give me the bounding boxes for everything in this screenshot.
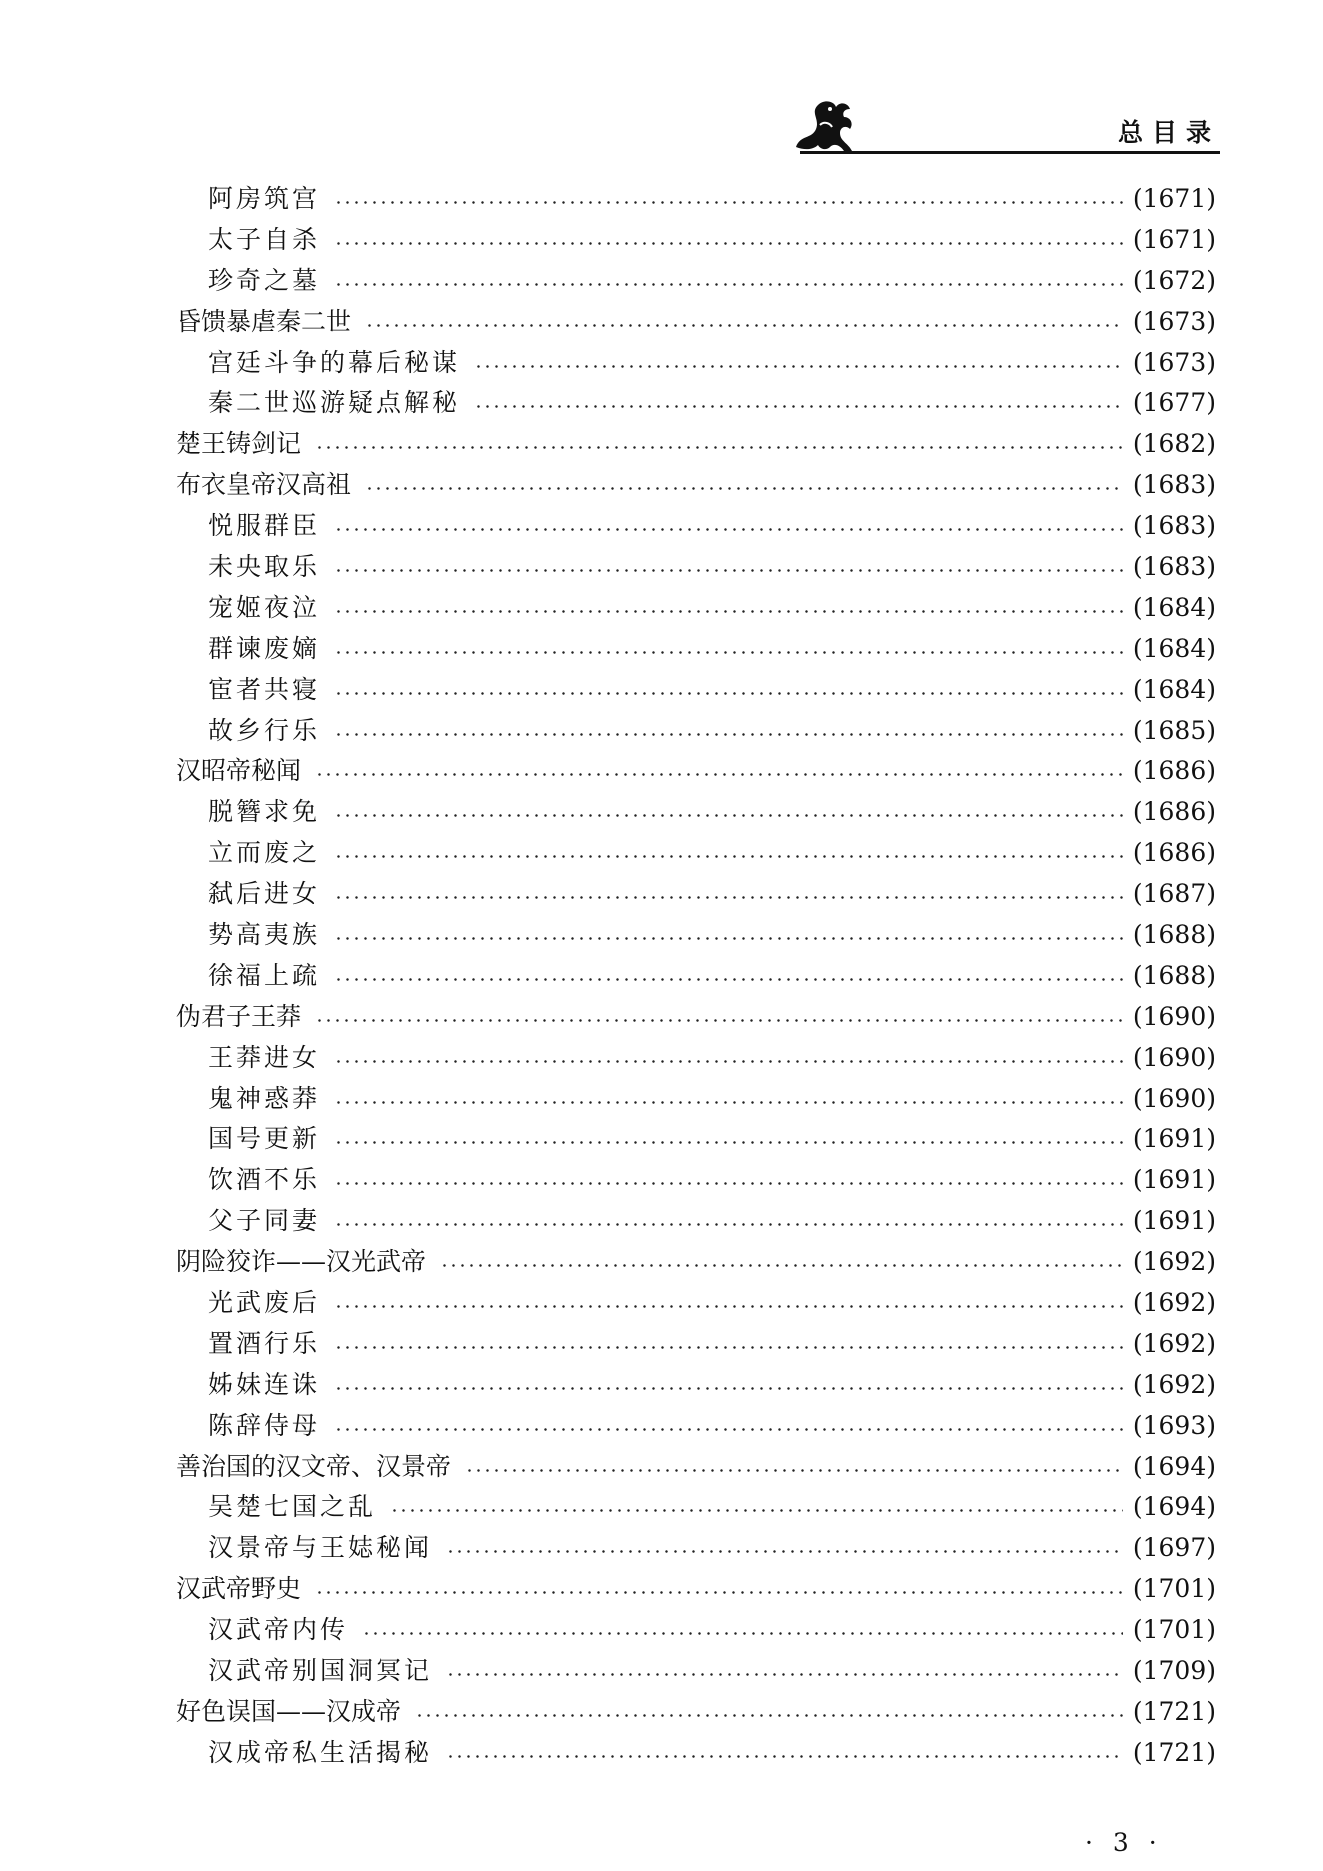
- toc-entry: [176, 750, 1216, 791]
- toc-entry-page: (1701): [1132, 1574, 1216, 1604]
- toc-entry-title: 阴险狡诈——汉光武帝: [176, 1247, 427, 1277]
- dot-leader: [334, 1182, 1123, 1185]
- toc-entry-page: (1694): [1132, 1451, 1216, 1481]
- toc-entry-title: 徐福上疏: [208, 960, 321, 990]
- toc-entry: [176, 1118, 1216, 1159]
- dot-leader: [315, 1591, 1123, 1594]
- dot-leader: [465, 1469, 1123, 1472]
- toc-entry-page: (1692): [1132, 1287, 1216, 1317]
- dot-leader: [334, 283, 1123, 286]
- toc-entry-page: (1692): [1132, 1369, 1216, 1399]
- toc-entry-page: (1690): [1132, 1042, 1216, 1072]
- toc-entry: [176, 505, 1216, 546]
- dot-leader: [365, 487, 1123, 490]
- dot-leader: [334, 1428, 1123, 1431]
- dot-leader: [446, 1550, 1123, 1553]
- dot-leader: [334, 651, 1123, 654]
- dot-leader: [362, 1632, 1123, 1635]
- dot-leader: [334, 896, 1123, 899]
- toc-entry-page: (1687): [1132, 879, 1216, 909]
- toc-entry-page: (1691): [1132, 1206, 1216, 1236]
- toc-entry-title: 宦者共寝: [208, 674, 321, 704]
- toc-entry-page: (1709): [1132, 1656, 1216, 1685]
- dot-leader: [334, 1141, 1123, 1144]
- toc-entry-title: 故乡行乐: [208, 715, 321, 745]
- toc-entry-title: 立而废之: [208, 838, 321, 868]
- dot-leader: [334, 1101, 1123, 1104]
- toc-entry-page: (1684): [1132, 633, 1216, 663]
- toc-entry-title: 宠姬夜泣: [208, 592, 321, 622]
- toc-entry: [176, 1200, 1216, 1241]
- toc-entry-page: (1721): [1132, 1737, 1216, 1767]
- toc-entry: [176, 1691, 1216, 1732]
- dot-leader: [474, 365, 1123, 368]
- toc-entry-page: (1673): [1132, 306, 1216, 336]
- toc-entry-page: (1671): [1132, 183, 1216, 213]
- table-of-contents: [176, 178, 1216, 1773]
- toc-entry: [176, 1078, 1216, 1119]
- toc-entry-page: (1690): [1132, 1001, 1216, 1031]
- toc-entry-page: (1721): [1132, 1696, 1216, 1726]
- toc-entry-title: 光武废后: [208, 1287, 321, 1317]
- toc-entry: [176, 996, 1216, 1037]
- toc-entry-page: (1691): [1132, 1165, 1216, 1195]
- toc-entry: [176, 1282, 1216, 1323]
- toc-entry-page: (1692): [1132, 1328, 1216, 1358]
- toc-entry: [176, 1609, 1216, 1650]
- toc-entry: [176, 342, 1216, 383]
- toc-entry-page: (1691): [1132, 1124, 1216, 1154]
- toc-entry: [176, 955, 1216, 996]
- toc-entry-title: 楚王铸剑记: [176, 429, 302, 459]
- toc-entry-page: (1683): [1132, 551, 1216, 581]
- toc-entry-page: (1683): [1132, 511, 1216, 541]
- toc-entry-title: 王莽进女: [208, 1042, 321, 1072]
- toc-entry-title: 珍奇之墓: [208, 265, 321, 295]
- toc-entry: [176, 1364, 1216, 1405]
- toc-entry: [176, 178, 1216, 219]
- toc-entry: [176, 1446, 1216, 1487]
- toc-entry-title: 汉武帝内传: [208, 1615, 349, 1645]
- toc-entry: [176, 873, 1216, 914]
- toc-entry: [176, 669, 1216, 710]
- dot-leader: [334, 1387, 1123, 1390]
- dot-leader: [334, 1223, 1123, 1226]
- dot-leader: [334, 569, 1123, 572]
- toc-entry-page: (1686): [1132, 797, 1216, 827]
- toc-entry-title: 国号更新: [208, 1124, 321, 1154]
- toc-entry-page: (1688): [1132, 919, 1216, 949]
- dot-leader: [334, 201, 1123, 204]
- toc-entry-page: (1688): [1132, 960, 1216, 990]
- toc-entry-title: 秦二世巡游疑点解秘: [208, 388, 461, 418]
- header-rule: [800, 151, 1220, 154]
- dot-leader: [446, 1755, 1123, 1758]
- dot-leader: [334, 855, 1123, 858]
- toc-entry-page: (1684): [1132, 674, 1216, 704]
- toc-entry-title: 姊妹连诛: [208, 1369, 321, 1399]
- toc-entry-title: 汉景帝与王娡秘闻: [208, 1533, 433, 1563]
- toc-entry: [176, 1487, 1216, 1528]
- dot-leader: [334, 1060, 1123, 1063]
- toc-entry: [176, 260, 1216, 301]
- dot-leader: [365, 324, 1123, 327]
- dot-leader: [334, 978, 1123, 981]
- toc-entry-title: 布衣皇帝汉高祖: [176, 470, 352, 500]
- dot-leader: [334, 528, 1123, 531]
- toc-entry-page: (1693): [1132, 1410, 1216, 1440]
- toc-entry-title: 陈辞侍母: [208, 1410, 321, 1440]
- toc-entry-page: (1692): [1132, 1247, 1216, 1277]
- toc-entry: [176, 832, 1216, 873]
- toc-entry-page: (1682): [1132, 429, 1216, 459]
- toc-entry: [176, 1159, 1216, 1200]
- dot-leader: [334, 610, 1123, 613]
- dot-leader: [334, 937, 1123, 940]
- toc-entry-title: 鬼神惑莽: [208, 1083, 321, 1113]
- toc-entry: [176, 464, 1216, 505]
- toc-entry-page: (1685): [1132, 715, 1216, 745]
- dot-leader: [315, 1019, 1123, 1022]
- toc-entry-page: (1672): [1132, 265, 1216, 295]
- dot-leader: [334, 733, 1123, 736]
- toc-entry-page: (1686): [1132, 838, 1216, 868]
- dot-leader: [390, 1509, 1123, 1512]
- toc-entry-title: 群谏废嫡: [208, 633, 321, 663]
- dragon-emblem-icon: [790, 95, 860, 157]
- dot-leader: [334, 814, 1123, 817]
- toc-entry-title: 吴楚七国之乱: [208, 1492, 377, 1522]
- toc-entry: [176, 710, 1216, 751]
- toc-entry-title: 伪君子王莽: [176, 1001, 302, 1031]
- toc-entry: [176, 423, 1216, 464]
- toc-entry: [176, 1037, 1216, 1078]
- dot-leader: [334, 1346, 1123, 1349]
- toc-entry: [176, 1405, 1216, 1446]
- toc-entry-page: (1694): [1132, 1492, 1216, 1522]
- toc-entry: [176, 382, 1216, 423]
- toc-entry-title: 弑后进女: [208, 879, 321, 909]
- toc-entry-title: 昏馈暴虐秦二世: [176, 306, 352, 336]
- toc-entry-title: 善治国的汉文帝、汉景帝: [176, 1451, 452, 1481]
- running-header: [790, 95, 1220, 157]
- toc-entry-page: (1697): [1132, 1533, 1216, 1563]
- toc-entry-title: 太子自杀: [208, 224, 321, 254]
- toc-entry: [176, 791, 1216, 832]
- toc-entry-title: 势高夷族: [208, 919, 321, 949]
- toc-entry-title: 阿房筑宫: [208, 183, 321, 213]
- dot-leader: [315, 446, 1123, 449]
- dot-leader: [334, 242, 1123, 245]
- dot-leader: [474, 405, 1123, 408]
- header-title: 总目录: [1117, 118, 1220, 147]
- toc-entry-page: (1686): [1132, 756, 1216, 786]
- toc-entry-page: (1683): [1132, 470, 1216, 500]
- dot-leader: [315, 773, 1123, 776]
- toc-entry: [176, 301, 1216, 342]
- toc-entry-title: 汉武帝野史: [176, 1574, 302, 1604]
- toc-entry: [176, 1323, 1216, 1364]
- toc-entry-title: 悦服群臣: [208, 511, 321, 541]
- dot-leader: [334, 1305, 1123, 1308]
- toc-entry-title: 宫廷斗争的幕后秘谋: [208, 347, 461, 377]
- toc-entry-page: (1701): [1132, 1615, 1216, 1645]
- toc-entry-page: (1690): [1132, 1083, 1216, 1113]
- toc-entry-title: 未央取乐: [208, 551, 321, 581]
- toc-entry: [176, 1241, 1216, 1282]
- toc-entry-title: 汉武帝别国洞冥记: [208, 1656, 433, 1685]
- toc-entry-title: 脱簪求免: [208, 797, 321, 827]
- toc-entry-title: 汉成帝私生活揭秘: [208, 1737, 433, 1767]
- toc-entry: [176, 1650, 1216, 1691]
- toc-entry: [176, 219, 1216, 260]
- toc-entry: [176, 914, 1216, 955]
- dot-leader: [440, 1264, 1123, 1267]
- dot-leader: [446, 1673, 1123, 1676]
- toc-entry: [176, 1527, 1216, 1568]
- toc-entry-page: (1684): [1132, 592, 1216, 622]
- dot-leader: [334, 692, 1123, 695]
- toc-entry-page: (1677): [1132, 388, 1216, 418]
- toc-entry: [176, 546, 1216, 587]
- toc-entry-title: 饮酒不乐: [208, 1165, 321, 1195]
- page-number: · 3 ·: [1085, 1828, 1163, 1857]
- toc-entry: [176, 628, 1216, 669]
- toc-entry-page: (1671): [1132, 224, 1216, 254]
- toc-entry: [176, 1568, 1216, 1609]
- toc-entry: [176, 1732, 1216, 1773]
- toc-entry-title: 父子同妻: [208, 1206, 321, 1236]
- toc-entry-title: 置酒行乐: [208, 1328, 321, 1358]
- toc-entry-title: 好色误国——汉成帝: [176, 1696, 402, 1726]
- toc-entry-page: (1673): [1132, 347, 1216, 377]
- toc-entry-title: 汉昭帝秘闻: [176, 756, 302, 786]
- dot-leader: [415, 1714, 1123, 1717]
- toc-entry: [176, 587, 1216, 628]
